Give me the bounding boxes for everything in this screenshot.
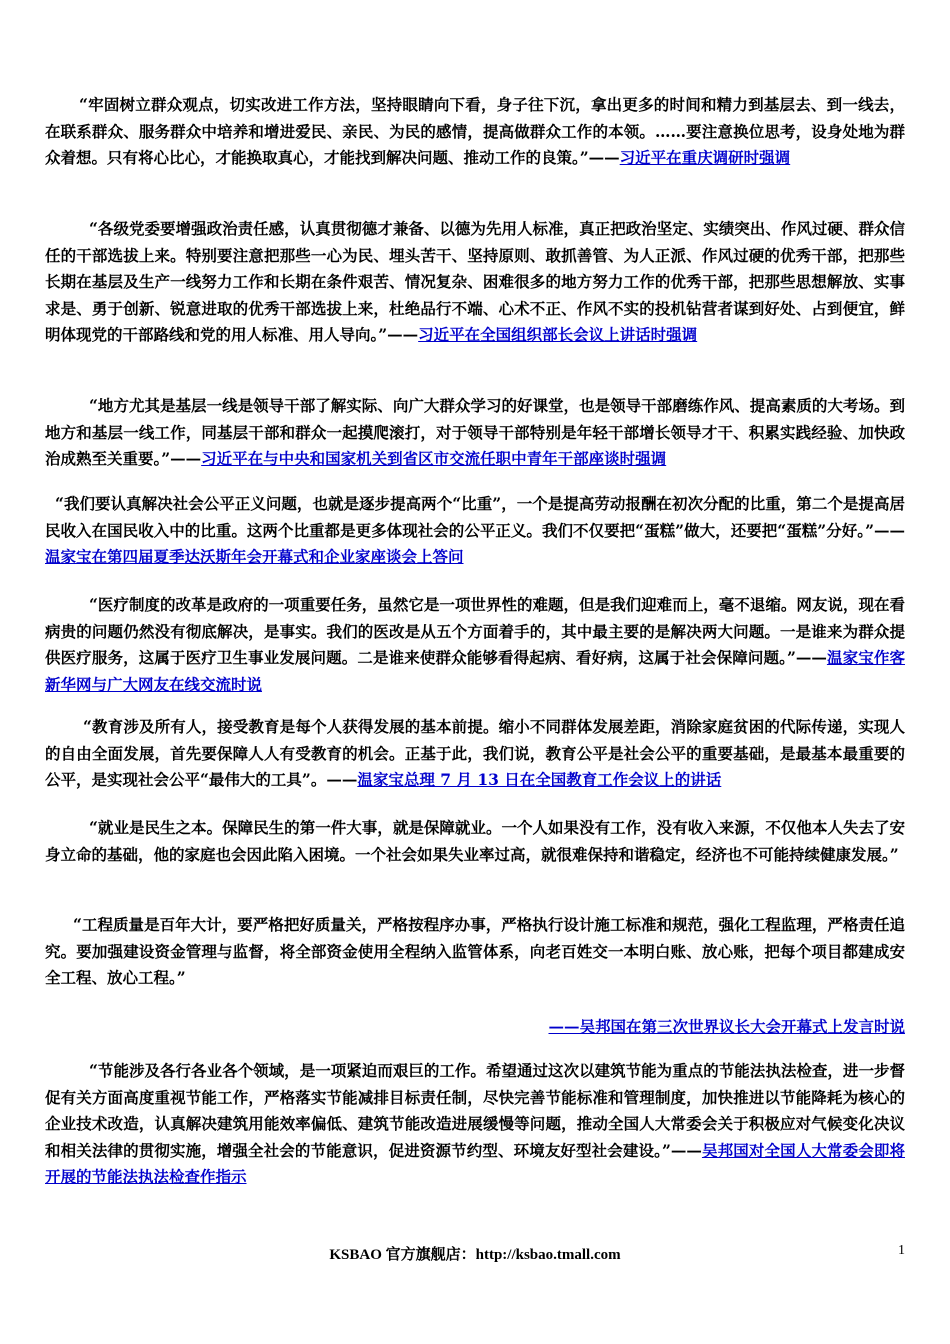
quote-text: “地方尤其是基层一线是领导干部了解实际、向广大群众学习的好课堂，也是领导干部磨练作风、提高素质的大考场。到地方和基层一线工作，同基层干部和群众一起摸爬滚打，对于领导干部特别是年轻干部增长领导才干、积累实践经验、加快政治成熟至关重要。”—— — [45, 396, 905, 468]
quote-paragraph — [45, 491, 905, 571]
source-link[interactable]: ——吴邦国在第三次世界议长大会开幕式上发言时说 — [548, 1017, 905, 1036]
source-link[interactable]: 习近平在全国组织部长会议上讲话时强调 — [418, 325, 698, 344]
quote-paragraph — [45, 393, 905, 473]
quote-text: “教育涉及所有人，接受教育是每个人获得发展的基本前提。缩小不同群体发展差距，消除家庭贫困的代际传递，实现人的自由全面发展，首先要保障人人有受教育的机会。正基于此，我们说，教育公平是社会公平的重要基础，是最基本最重要的公平，是实现社会公平“最伟大的工具”。—— — [45, 717, 905, 789]
quote-text: “我们要认真解决社会公平正义问题，也就是逐步提高两个“比重”，一个是提高劳动报酬在初次分配的比重，第二个是提高居民收入在国民收入中的比重。这两个比重都是更多体现社会的公平正义。我们不仅要把“蛋糕”做大，还要把“蛋糕”分好。”—— — [45, 494, 905, 540]
quote-text: “工程质量是百年大计，要严格把好质量关，严格按程序办事，严格执行设计施工标准和规范，强化工程监理，严格责任追究。要加强建设资金管理与监督，将全部资金使用全程纳入监管体系，向老百姓交一本明白账、放心账，把每个项目都建成安全工程、放心工程。” — [45, 915, 905, 987]
source-link[interactable]: 习近平在与中央和国家机关到省区市交流任职中青年干部座谈时强调 — [201, 449, 667, 468]
source-link[interactable]: 吴邦国对全国人大常委会即将开展的节能法执法检查作指示 — [45, 1140, 905, 1186]
source-link[interactable]: 温家宝总理 7 月 13 日在全国教育工作会议上的讲话 — [357, 770, 722, 789]
quote-text: “节能涉及各行各业各个领域，是一项紧迫而艰巨的工作。希望通过这次以建筑节能为重点的节能法执法检查，进一步督促有关方面高度重视节能工作，严格落实节能减排目标责任制，尽快完善节能标准和管理制度，加快推进以节能降耗为核心的企业技术改造，认真解决建筑用能效率偏低、建筑节能改造进展缓慢等问题，推动全国人大常委会关于积极应对气候变化决议和相关法律的贯彻实施，增强全社会的节能意识，促进资源节约型、环境友好型社会建设。”—— — [45, 1061, 905, 1160]
quote-paragraph — [45, 592, 905, 698]
source-link[interactable]: 温家宝作客新华网与广大网友在线交流时说 — [45, 648, 905, 694]
source-link[interactable]: 温家宝在第四届夏季达沃斯年会开幕式和企业家座谈会上答问 — [45, 547, 464, 566]
quote-text: “牢固树立群众观点，切实改进工作方法，坚持眼睛向下看，身子往下沉，拿出更多的时间和精力到基层去、到一线去，在联系群众、服务群众中培养和增进爱民、亲民、为民的感情，提高做群众工作的本领。……要注意换位思考，设身处地为群众着想。只有将心比心，才能换取真心，才能找到解决问题、推动工作的良策。”—— — [45, 95, 905, 167]
page-footer: KSBAO 官方旗舰店：http://ksbao.tmall.com — [329, 1247, 621, 1263]
quote-paragraph — [45, 1058, 905, 1191]
quote-paragraph — [45, 815, 905, 868]
page-number: 1 — [898, 1243, 905, 1258]
quote-paragraph — [45, 216, 905, 349]
quote-text: “各级党委要增强政治责任感，认真贯彻德才兼备、以德为先用人标准，真正把政治坚定、实绩突出、作风过硬、群众信任的干部选拔上来。特别要注意把那些一心为民、埋头苦干、坚持原则、敢抓善管、为人正派、作风过硬的优秀干部，把那些长期在基层及生产一线努力工作和长期在条件艰苦、情况复杂、困难很多的地方努力工作的优秀干部，把那些思想解放、实事求是、勇于创新、锐意进取的优秀干部选拔上来，杜绝品行不端、心术不正、作风不实的投机钻营者谋到好处、占到便宜，鲜明体现党的干部路线和党的用人标准、用人导向。”—— — [45, 219, 905, 344]
quote-paragraph — [45, 92, 905, 172]
quote-text: “医疗制度的改革是政府的一项重要任务，虽然它是一项世界性的难题，但是我们迎难而上，毫不退缩。网友说，现在看病贵的问题仍然没有彻底解决，是事实。我们的医改是从五个方面着手的，其中最主要的是解决两大问题。一是谁来为群众提供医疗服务，这属于医疗卫生事业发展问题。二是谁来使群众能够看得起病、看好病，这属于社会保障问题。”—— — [45, 595, 905, 667]
quote-paragraph — [45, 714, 905, 794]
quote-text: “就业是民生之本。保障民生的第一件大事，就是保障就业。一个人如果没有工作，没有收入来源，不仅他本人失去了安身立命的基础，他的家庭也会因此陷入困境。一个社会如果失业率过高，就很难保持和谐稳定，经济也不可能持续健康发展。” — [45, 818, 905, 864]
source-link[interactable]: 习近平在重庆调研时强调 — [619, 148, 791, 167]
quote-paragraph — [45, 912, 905, 992]
